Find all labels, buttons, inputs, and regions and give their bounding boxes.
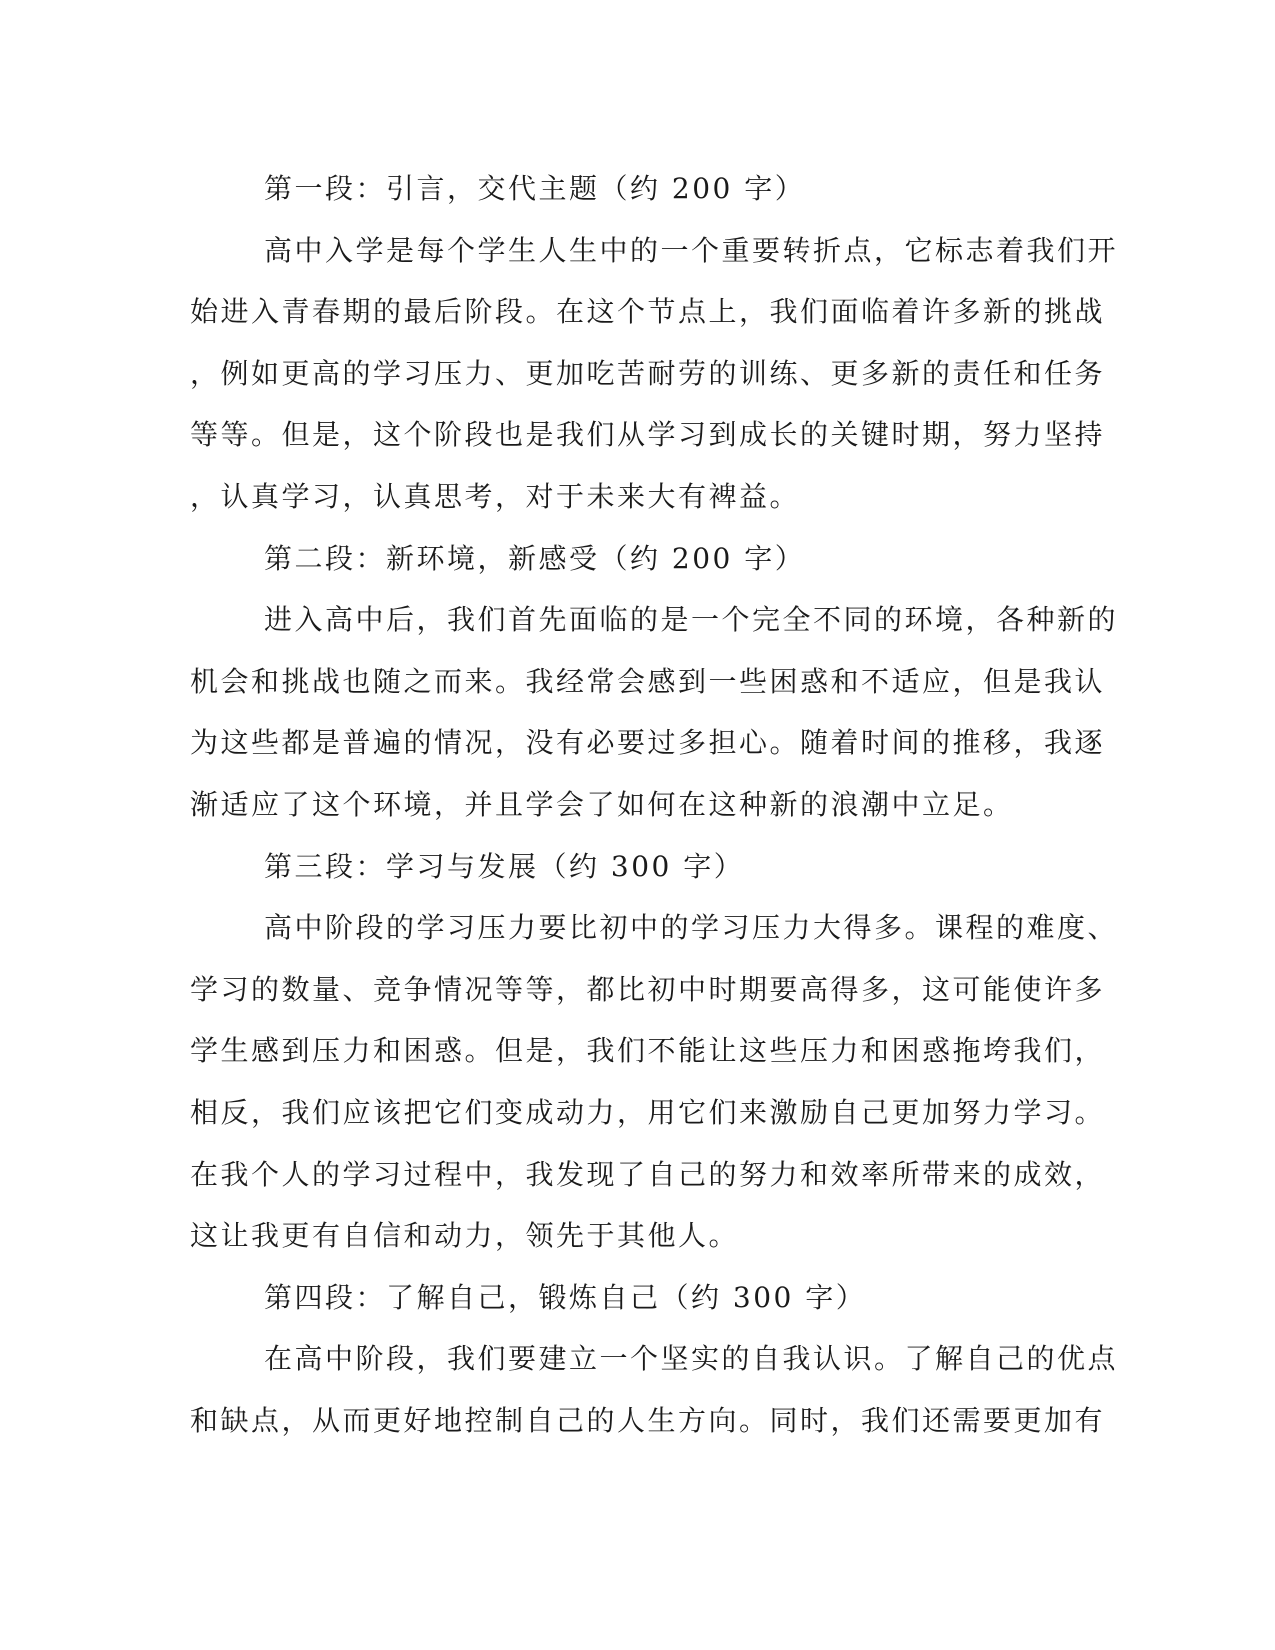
document-body — [190, 158, 1119, 1451]
paragraph-line: 和缺点，从而更好地控制自己的人生方向。同时，我们还需要更加有 — [190, 1403, 1106, 1437]
section-heading-4: 第四段：了解自己，锻炼自己（约 300 字） — [264, 1280, 867, 1314]
paragraph-line: ，例如更高的学习压力、更加吃苦耐劳的训练、更多新的责任和任务 — [190, 356, 1106, 390]
paragraph-line: 在我个人的学习过程中，我发现了自己的努力和效率所带来的成效， — [190, 1157, 1106, 1191]
paragraph-line: 学习的数量、竞争情况等等，都比初中时期要高得多，这可能使许多 — [190, 972, 1106, 1006]
paragraph-line: 学生感到压力和困惑。但是，我们不能让这些压力和困惑拖垮我们， — [190, 1034, 1106, 1068]
paragraph-line: 在高中阶段，我们要建立一个坚实的自我认识。了解自己的优点 — [264, 1342, 1119, 1376]
paragraph-line: 为这些都是普遍的情况，没有必要过多担心。随着时间的推移，我逐 — [190, 726, 1106, 760]
paragraph-line: 高中入学是每个学生人生中的一个重要转折点，它标志着我们开 — [264, 233, 1119, 267]
paragraph-line: ，认真学习，认真思考，对于未来大有裨益。 — [190, 479, 801, 513]
section-heading-2: 第二段：新环境，新感受（约 200 字） — [264, 541, 806, 575]
paragraph-line: 相反，我们应该把它们变成动力，用它们来激励自己更加努力学习。 — [190, 1095, 1106, 1129]
paragraph-line: 渐适应了这个环境，并且学会了如何在这种新的浪潮中立足。 — [190, 787, 1014, 821]
paragraph-line: 进入高中后，我们首先面临的是一个完全不同的环境，各种新的 — [264, 603, 1119, 637]
paragraph-line: 机会和挑战也随之而来。我经常会感到一些困惑和不适应，但是我认 — [190, 664, 1106, 698]
paragraph-line: 这让我更有自信和动力，领先于其他人。 — [190, 1219, 740, 1253]
paragraph-line: 等等。但是，这个阶段也是我们从学习到成长的关键时期，努力坚持 — [190, 418, 1106, 452]
paragraph-line: 始进入青春期的最后阶段。在这个节点上，我们面临着许多新的挑战 — [190, 295, 1106, 329]
section-heading-3: 第三段：学习与发展（约 300 字） — [264, 849, 745, 883]
section-heading-1: 第一段：引言，交代主题（约 200 字） — [264, 172, 806, 205]
paragraph-line: 高中阶段的学习压力要比初中的学习压力大得多。课程的难度、 — [264, 911, 1119, 945]
